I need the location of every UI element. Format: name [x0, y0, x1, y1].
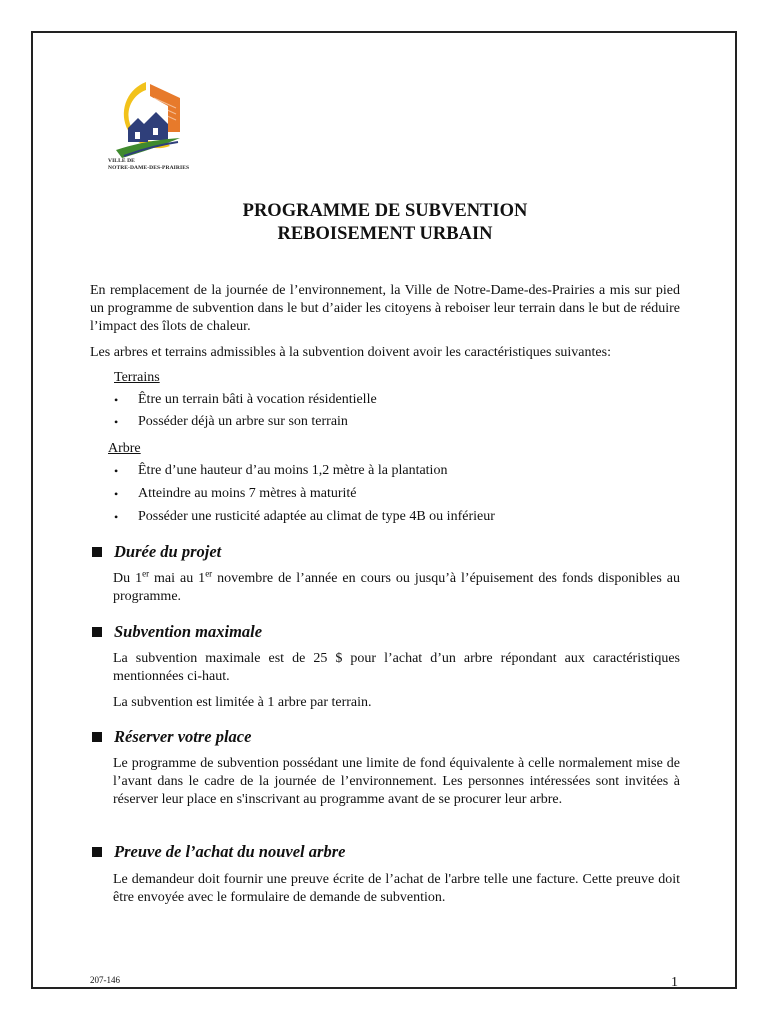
bullet-icon: •: [114, 487, 119, 501]
intro-paragraph: En remplacement de la journée de l’environnement, la Ville de Notre-Dame-des-Prairies a mis sur pied un programme de subvention dans le but d’aider les citoyens à reboiser leur terrain dans le but de réduire l’impact des îlots de chaleur.: [90, 283, 680, 334]
list-item: • Posséder une rusticité adaptée au climat de type 4B ou inférieur: [114, 509, 495, 524]
document-code: 207-146: [90, 975, 120, 985]
intro-block: [90, 282, 680, 362]
section-heading-preuve: Preuve de l’achat du nouvel arbre: [92, 842, 345, 862]
bullet-icon: •: [114, 393, 119, 407]
section-body-reserver: Le programme de subvention possédant une limite de fond équivalente à celle normalement mise de l’avant dans le cadre de la journée de l’environnement. Les personnes intéressées sont invitées à réserver leur place en s'inscrivant au programme avant de se procurer leur arbre.: [113, 756, 680, 807]
terrains-list: [114, 369, 674, 431]
square-bullet-icon: [92, 847, 102, 857]
terrains-label: Terrains: [114, 370, 160, 385]
section-heading-reserver: Réserver votre place: [92, 727, 251, 747]
section-heading-duree: Durée du projet: [92, 542, 221, 562]
list-item: • Être un terrain bâti à vocation résidentielle: [114, 392, 377, 407]
duree-text: Du 1er mai au 1er novembre de l’année en cours ou jusqu’à l’épuisement des fonds disponibles au programme.: [113, 568, 680, 604]
section-body-subvention: La subvention maximale est de 25 $ pour l’achat d’un arbre répondant aux caractéristiques mentionnées ci-haut. La subvention est limitée à 1 arbre par terrain.: [113, 651, 680, 710]
bullet-icon: •: [114, 415, 119, 429]
section-body-duree: [113, 570, 680, 606]
page-title: PROGRAMME DE SUBVENTION REBOISEMENT URBAIN: [242, 201, 528, 244]
list-item: • Être d’une hauteur d’au moins 1,2 mètre à la plantation: [114, 463, 448, 478]
arbre-list: [108, 440, 678, 526]
square-bullet-icon: [92, 627, 102, 637]
arbre-label: Arbre: [108, 441, 141, 456]
section-body-preuve: Le demandeur doit fournir une preuve écrite de l’achat de l'arbre telle une facture. Cette preuve doit être envoyée avec le formulaire de demande de subvention.: [113, 872, 680, 905]
list-item: • Posséder déjà un arbre sur son terrain: [114, 414, 348, 429]
bullet-icon: •: [114, 510, 119, 524]
criteria-intro: Les arbres et terrains admissibles à la subvention doivent avoir les caractéristiques suivantes:: [90, 345, 611, 360]
list-item: • Atteindre au moins 7 mètres à maturité: [114, 486, 357, 501]
square-bullet-icon: [92, 732, 102, 742]
square-bullet-icon: [92, 547, 102, 557]
page-number: 1: [671, 975, 678, 990]
section-heading-subvention: Subvention maximale: [92, 622, 262, 642]
logo-house-right: [144, 112, 168, 140]
bullet-icon: •: [114, 464, 119, 478]
logo-text: VILLE DE NOTRE-DAME-DES-PRAIRIES: [108, 158, 190, 171]
